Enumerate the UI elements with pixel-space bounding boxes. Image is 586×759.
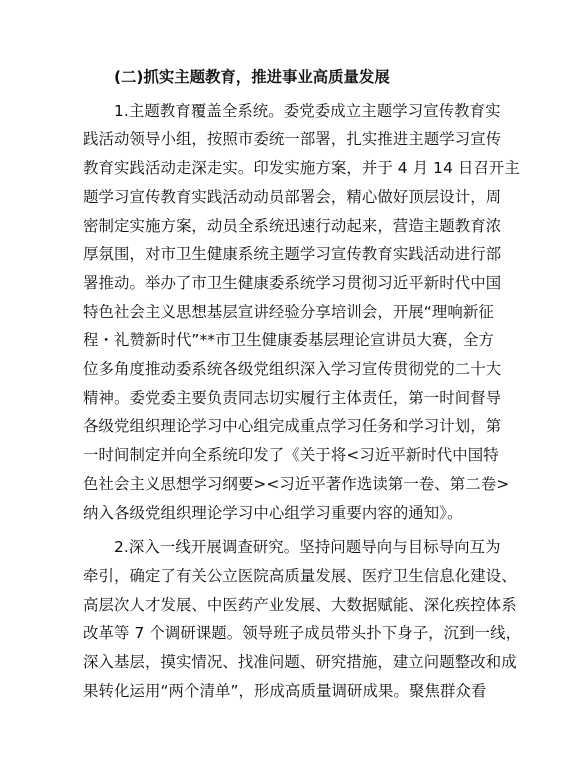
paragraph-line: 精神。委党委主要负责同志切实履行主体责任，第一时间督导: [83, 388, 502, 407]
paragraph-line: 密制定实施方案，动员全系统迅速行动起来，营造主题教育浓: [83, 216, 502, 235]
paragraph-line: 位多角度推动委系统各级党组织深入学习宣传贯彻党的二十大: [83, 360, 502, 379]
paragraph-line: 一时间制定并向全系统印发了《关于将<习近平新时代中国特: [83, 446, 499, 465]
paragraph-line: 高层次人才发展、中医药产业发展、大数据赋能、深化疾控体系: [83, 595, 517, 614]
paragraph-line: 1.主题教育覆盖全系统。委党委成立主题学习宣传教育实: [114, 101, 501, 120]
document-body: [83, 63, 522, 705]
paragraph-line: 纳入各级党组织理论学习中心组学习重要内容的通知》。: [83, 503, 463, 522]
paragraph-line: 教育实践活动走深走实。印发实施方案，并于 4 月 14 日召开主: [83, 159, 520, 178]
paragraph-line: 署推动。举办了市卫生健康委系统学习贯彻习近平新时代中国: [83, 273, 502, 292]
paragraph-line: 各级党组织理论学习中心组完成重点学习任务和学习计划，第: [83, 417, 502, 436]
paragraph-line: 特色社会主义思想基层宣讲经验分享培训会，开展“理响新征: [83, 302, 494, 321]
paragraph-line: 践活动领导小组，按照市委统一部署，扎实推进主题学习宣传: [83, 130, 502, 149]
paragraph-line: 牵引，确定了有关公立医院高质量发展、医疗卫生信息化建设、: [83, 566, 517, 585]
paragraph-line: 色社会主义思想学习纲要><习近平著作选读第一卷、第二卷>: [83, 474, 510, 493]
paragraph-line: 程・礼赞新时代”**市卫生健康委基层理论宣讲员大赛，全方: [83, 331, 494, 350]
paragraph-line: 果转化运用“两个清单”，形成高质量调研成果。聚焦群众看: [83, 681, 487, 700]
paragraph-line: 题学习宣传教育实践活动动员部署会，精心做好顶层设计，周: [83, 187, 502, 206]
section-heading: (二)抓实主题教育，推进事业高质量发展: [114, 68, 390, 86]
paragraph-line: 2.深入一线开展调查研究。坚持问题导向与目标导向互为: [114, 538, 501, 557]
paragraph-1: [83, 97, 520, 528]
paragraph-line: 改革等 7 个调研课题。领导班子成员带头扑下身子，沉到一线，: [83, 624, 522, 643]
paragraph-2: [83, 533, 522, 705]
paragraph-line: 厚氛围，对市卫生健康系统主题学习宣传教育实践活动进行部: [83, 245, 502, 264]
paragraph-line: 深入基层，摸实情况、找准问题、研究措施，建立问题整改和成: [83, 653, 517, 672]
